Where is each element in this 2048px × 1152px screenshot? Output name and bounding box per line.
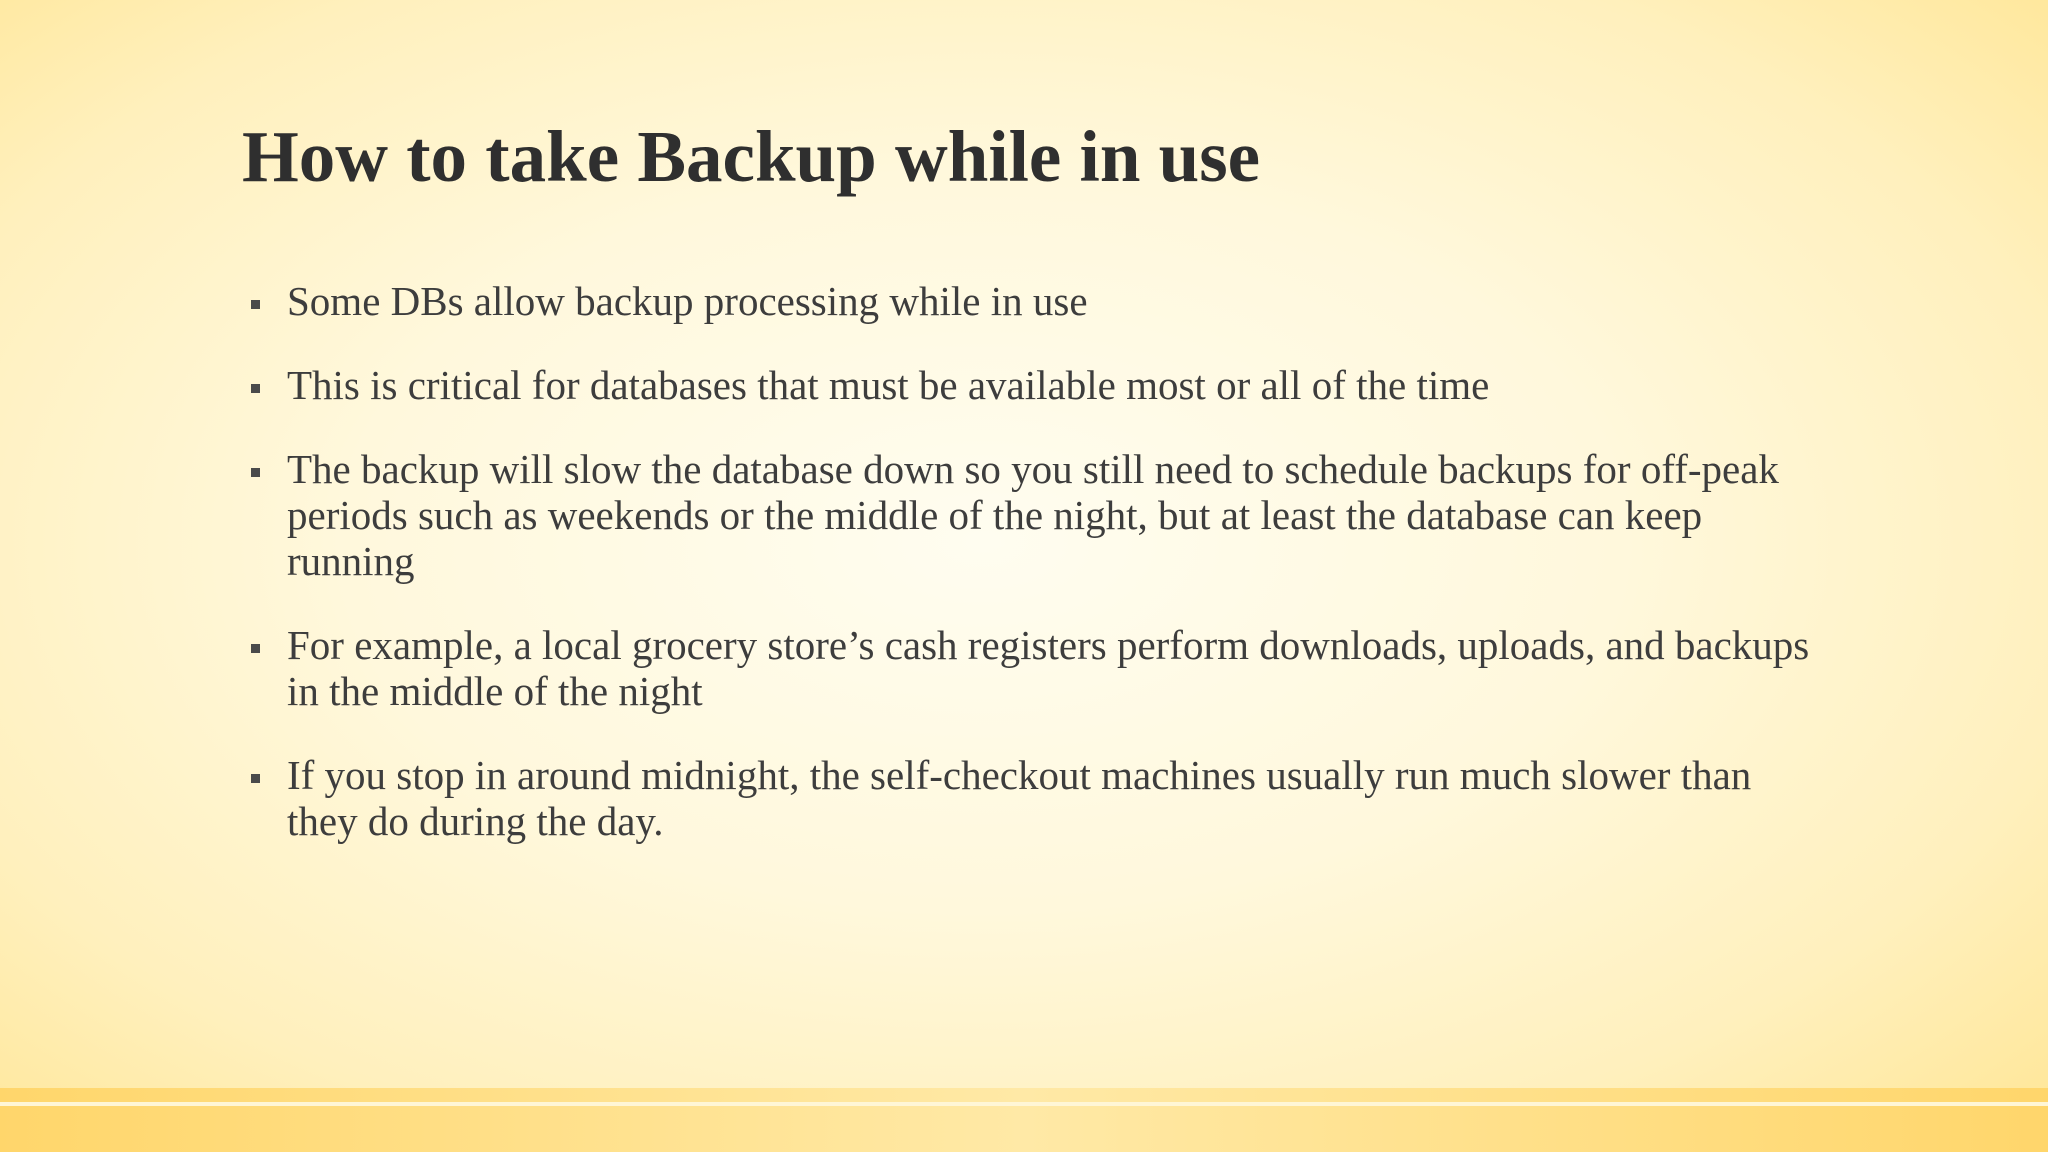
bullet-list [250, 278, 1810, 882]
square-bullet-icon [251, 774, 260, 783]
bullet-item [250, 278, 1810, 324]
square-bullet-icon [251, 384, 260, 393]
bullet-item [250, 446, 1810, 584]
bullet-text: If you stop in around midnight, the self-checkout machines usually run much slower than they do during the day. [287, 752, 1752, 844]
square-bullet-icon [251, 644, 260, 653]
bullet-item [250, 622, 1810, 714]
bullet-item [250, 362, 1810, 408]
slide-title: How to take Backup while in use [242, 116, 1261, 197]
square-bullet-icon [251, 468, 260, 477]
footer-stripe [0, 1102, 2048, 1106]
square-bullet-icon [251, 300, 260, 309]
footer-band [0, 1088, 2048, 1152]
bullet-text: The backup will slow the database down so you still need to schedule backups for off-peak periods such as weekends or the middle of the night, but at least the database can keep running [287, 446, 1779, 584]
bullet-text: Some DBs allow backup processing while in use [287, 278, 1088, 324]
bullet-text: This is critical for databases that must be available most or all of the time [287, 362, 1490, 408]
bullet-text: For example, a local grocery store’s cash registers perform downloads, uploads, and backups in the middle of the night [287, 622, 1810, 714]
bullet-item [250, 752, 1810, 844]
